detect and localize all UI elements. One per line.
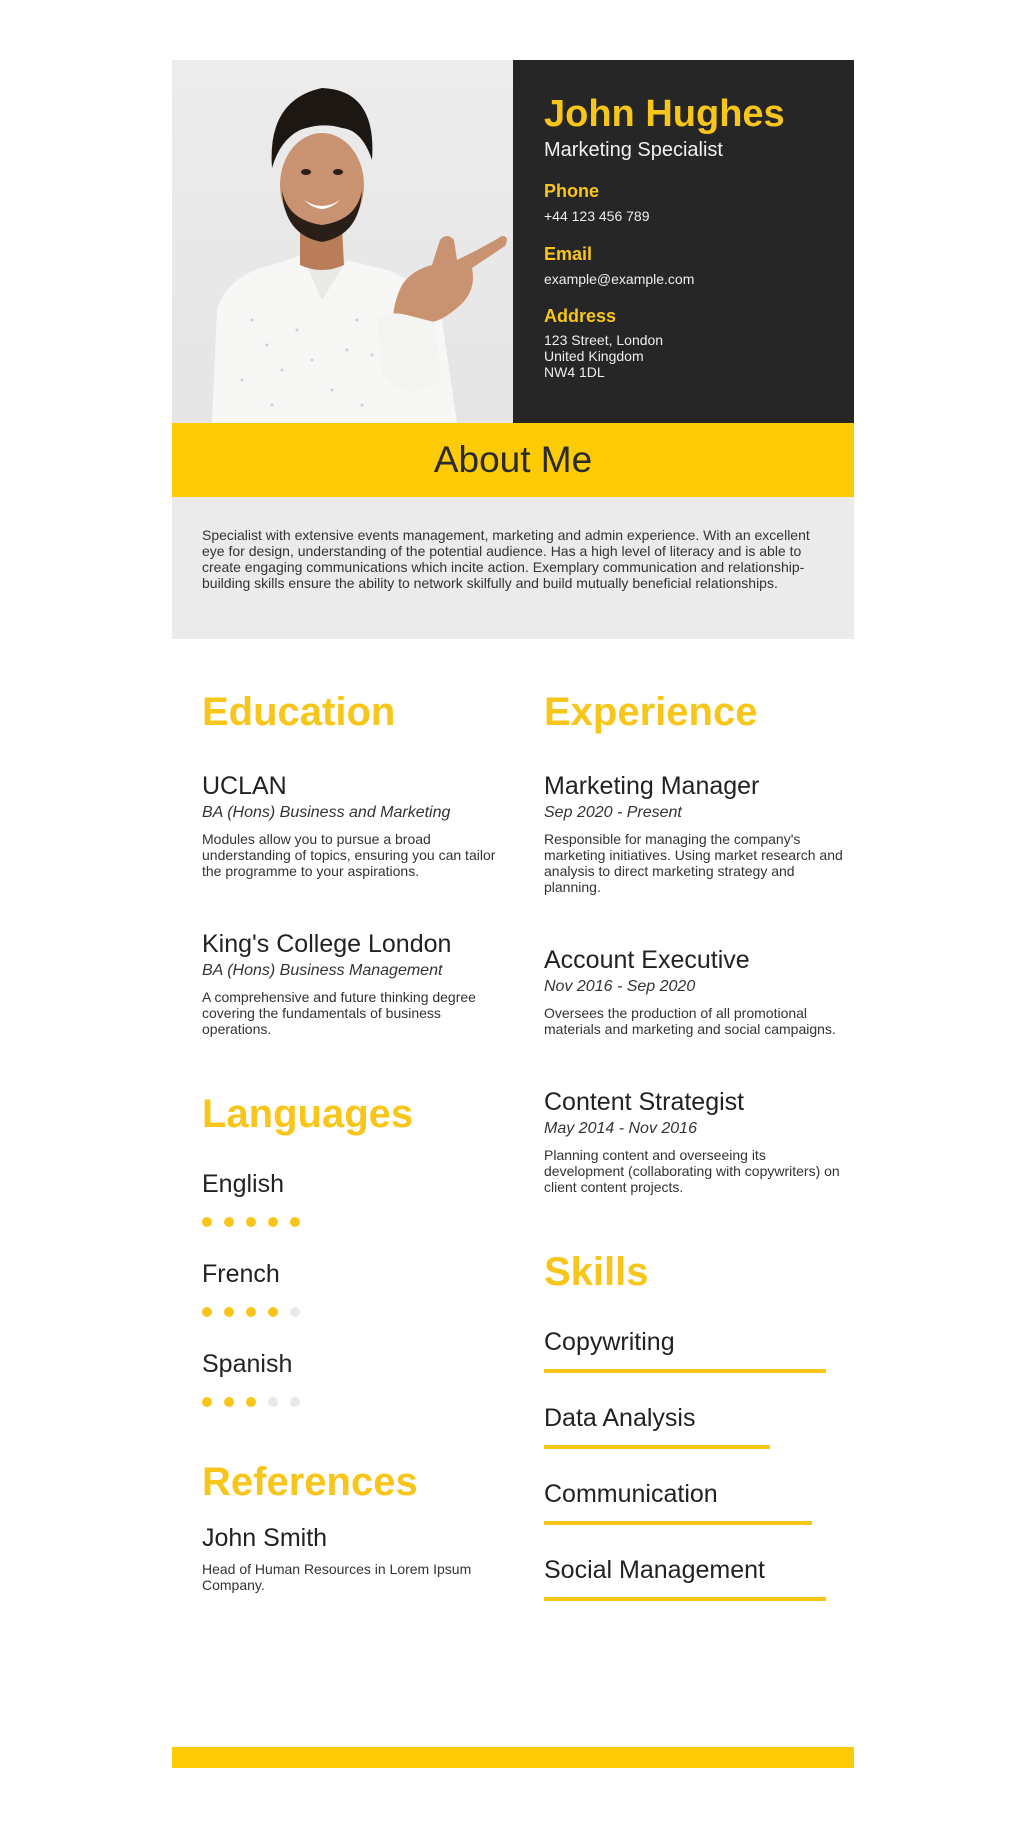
skill-bar	[544, 1521, 826, 1525]
language-name: French	[202, 1260, 280, 1288]
languages-title: Languages	[202, 1092, 414, 1136]
contact-panel	[513, 60, 854, 423]
experience-dates: Nov 2016 - Sep 2020	[544, 978, 696, 995]
level-dot-filled	[246, 1397, 256, 1407]
reference-name: John Smith	[202, 1524, 328, 1552]
language-level	[202, 1217, 502, 1227]
right-column	[544, 687, 844, 1601]
skill-bar	[544, 1597, 826, 1601]
language-level	[202, 1307, 502, 1317]
education-school: King's College London	[202, 930, 452, 958]
level-dot-filled	[246, 1217, 256, 1227]
email-value: example@example.com	[544, 271, 695, 287]
skill-bar-fill	[544, 1369, 826, 1373]
education-degree: BA (Hons) Business and Marketing	[202, 804, 451, 821]
about-text: Specialist with extensive events management, marketing and admin experience. With an excellent eye for design, understanding of the potential audience. Has a high level of literacy and is able to create engaging communications which incite action. Exemplary communication and relationship-building skills ensure the ability to network skilfully and build mutually beneficial relationships.	[202, 527, 810, 591]
experience-role: Content Strategist	[544, 1088, 745, 1116]
skill-bar	[544, 1369, 826, 1373]
skill-bar-fill	[544, 1445, 770, 1449]
resume-role: Marketing Specialist	[544, 139, 723, 161]
skill-bar	[544, 1445, 826, 1449]
education-degree: BA (Hons) Business Management	[202, 962, 443, 979]
language-item	[202, 1259, 502, 1317]
address-line: 123 Street, London	[544, 332, 664, 348]
skill-name: Data Analysis	[544, 1404, 696, 1432]
phone-value: +44 123 456 789	[544, 208, 650, 224]
experience-desc: Planning content and overseeing its development (collaborating with copywriters) on client content projects.	[544, 1147, 840, 1195]
education-title: Education	[202, 690, 396, 734]
experience-role: Marketing Manager	[544, 772, 760, 800]
skill-item	[544, 1555, 844, 1601]
reference-item	[202, 1523, 502, 1593]
level-dot-filled	[224, 1307, 234, 1317]
language-level	[202, 1397, 502, 1407]
address-label: Address	[544, 306, 617, 326]
skill-name: Copywriting	[544, 1328, 675, 1356]
skill-item	[544, 1327, 844, 1373]
experience-item	[544, 771, 844, 895]
phone-label: Phone	[544, 181, 600, 201]
left-column	[202, 687, 502, 1593]
experience-dates: Sep 2020 - Present	[544, 804, 682, 821]
skill-item	[544, 1403, 844, 1449]
resume-header	[172, 60, 854, 423]
education-school: UCLAN	[202, 772, 287, 800]
level-dot-filled	[224, 1217, 234, 1227]
education-desc: Modules allow you to pursue a broad understanding of topics, ensuring you can tailor the programme to your aspirations.	[202, 831, 496, 879]
education-desc: A comprehensive and future thinking degree covering the fundamentals of business operations.	[202, 989, 476, 1037]
skill-item	[544, 1479, 844, 1525]
experience-role: Account Executive	[544, 946, 750, 974]
level-dot-filled	[202, 1307, 212, 1317]
footer-bar	[172, 1747, 854, 1768]
address-line: NW4 1DL	[544, 364, 605, 380]
resume-name: John Hughes	[544, 93, 785, 135]
level-dot-empty	[290, 1397, 300, 1407]
education-item	[202, 929, 502, 1037]
language-name: Spanish	[202, 1350, 293, 1378]
about-header-bar	[172, 423, 854, 497]
reference-desc: Head of Human Resources in Lorem Ipsum Company.	[202, 1561, 472, 1593]
level-dot-filled	[246, 1307, 256, 1317]
level-dot-filled	[268, 1217, 278, 1227]
experience-title: Experience	[544, 690, 758, 734]
language-name: English	[202, 1170, 284, 1198]
level-dot-filled	[202, 1217, 212, 1227]
address-value	[544, 332, 824, 380]
resume-page	[172, 60, 854, 1593]
experience-desc: Oversees the production of all promotional materials and marketing and social campaigns.	[544, 1005, 836, 1037]
level-dot-filled	[224, 1397, 234, 1407]
experience-item	[544, 1087, 844, 1195]
experience-dates: May 2014 - Nov 2016	[544, 1120, 697, 1137]
skill-bar-fill	[544, 1521, 812, 1525]
about-title: About Me	[433, 439, 593, 480]
education-item	[202, 771, 502, 879]
skills-title: Skills	[544, 1250, 649, 1294]
experience-item	[544, 945, 844, 1037]
email-label: Email	[544, 244, 593, 264]
address-line: United Kingdom	[544, 348, 644, 364]
skill-name: Social Management	[544, 1556, 765, 1584]
skill-name: Communication	[544, 1480, 718, 1508]
level-dot-filled	[290, 1217, 300, 1227]
level-dot-empty	[268, 1397, 278, 1407]
references-title: References	[202, 1460, 418, 1504]
language-item	[202, 1349, 502, 1407]
profile-photo	[172, 60, 513, 423]
level-dot-empty	[290, 1307, 300, 1317]
about-section	[172, 497, 854, 639]
language-item	[202, 1169, 502, 1227]
experience-desc: Responsible for managing the company's marketing initiatives. Using market research and analysis to direct marketing strategy and planning.	[544, 831, 843, 895]
level-dot-filled	[202, 1397, 212, 1407]
skill-bar-fill	[544, 1597, 826, 1601]
level-dot-filled	[268, 1307, 278, 1317]
